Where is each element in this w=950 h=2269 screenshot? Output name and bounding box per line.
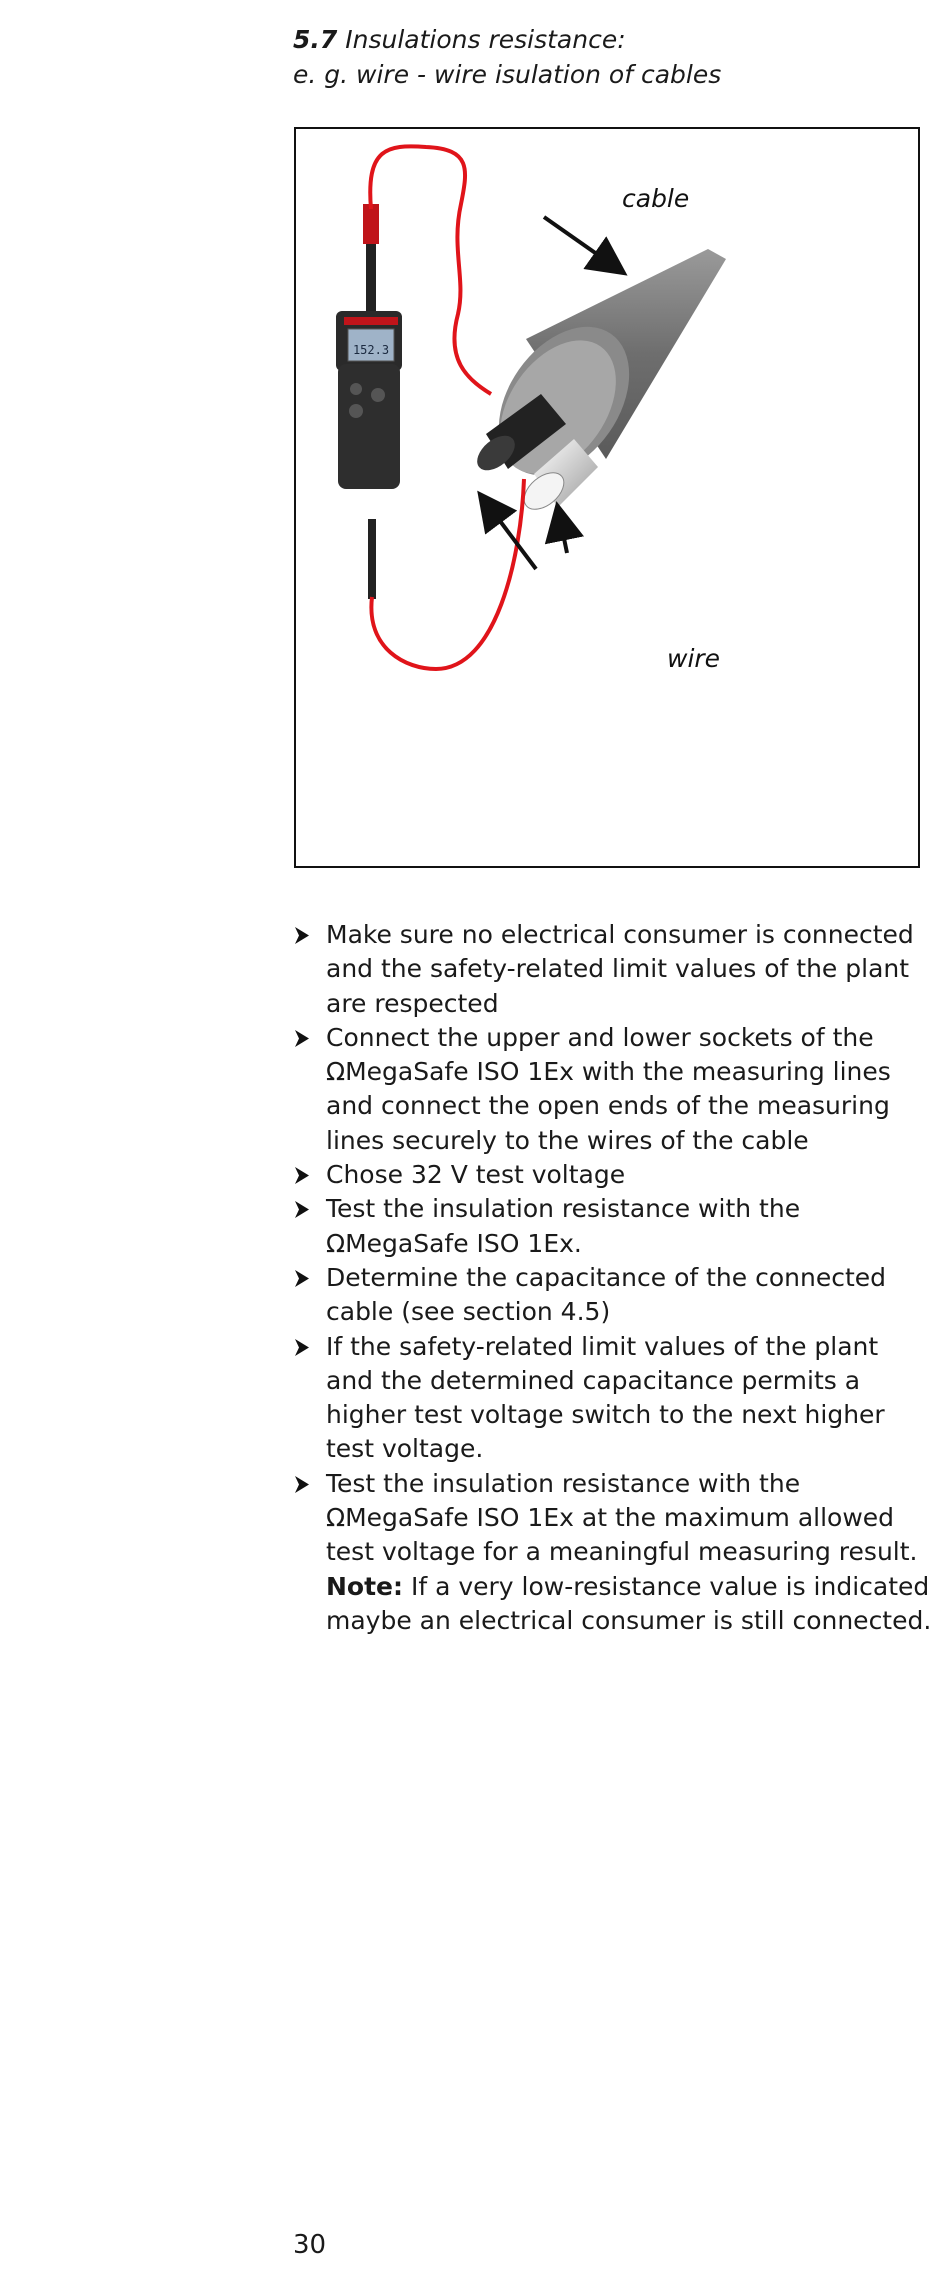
note-text: If a very low-resistance value is indicated maybe an electrical consumer is still connected. [326,1571,932,1635]
section-title: Insulations resistance: [345,25,626,54]
bullet-arrow-icon [293,1476,310,1493]
bullet-arrow-icon [293,1030,310,1047]
page-number: 30 [293,2230,327,2260]
section-number: 5.7 [293,25,338,54]
list-item-text: Test the insulation resistance with the ΩMegaSafe ISO 1Ex at the maximum allowed test voltage for a meaningful measuring result. [326,1468,918,1567]
multimeter-device [336,204,402,599]
list-item [293,1261,933,1330]
list-item [293,918,933,1021]
bullet-arrow-icon [293,1167,310,1184]
bullet-arrow-icon [293,1201,310,1218]
list-item-text: Determine the capacitance of the connected cable (see section 4.5) [326,1262,887,1327]
measurement-figure [294,127,920,868]
bullet-arrow-icon [293,927,310,944]
list-item-text: Chose 32 V test voltage [326,1160,626,1190]
list-item-text: If the safety-related limit values of the plant and the determined capacitance permits a higher test voltage switch to the next higher test voltage. [326,1331,885,1464]
bullet-arrow-icon [293,1270,310,1287]
cable-label: cable [622,184,690,213]
lower-red-lead [371,479,524,669]
list-item [293,1192,933,1261]
note-label: Note: [326,1571,404,1601]
list-item [293,1467,933,1570]
bullet-arrow-icon [293,1339,310,1356]
cable-pointer-arrow [544,217,621,271]
list-item [293,1158,933,1192]
list-item [293,1330,933,1467]
section-heading [293,22,933,92]
list-item [293,1021,933,1158]
figure-illustration [296,129,918,866]
section-subtitle: e. g. wire - wire isulation of cables [293,60,722,89]
wire-label: wire [667,644,721,673]
instruction-list [293,918,933,1638]
device-display-main: 152.3 [352,343,390,357]
section-title-line [293,22,933,57]
list-item-text: Test the insulation resistance with the ΩMegaSafe ISO 1Ex. [326,1194,801,1258]
list-item-text: Make sure no electrical consumer is connected and the safety-related limit values of the plant are respected [326,920,914,1018]
note [293,1570,933,1639]
list-item-text: Connect the upper and lower sockets of the ΩMegaSafe ISO 1Ex with the measuring lines and connect the open ends of the measuring lines securely to the wires of the cable [326,1022,891,1155]
wire-pointer-arrow-2 [558,509,567,553]
